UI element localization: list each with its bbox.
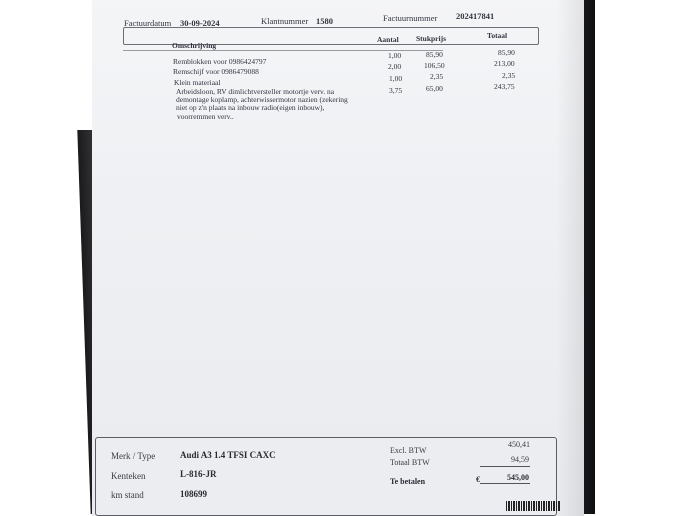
klantnummer-value: 1580: [316, 16, 333, 26]
col-stukprijs: Stukprijs: [416, 34, 447, 43]
col-aantal: Aantal: [377, 35, 399, 44]
totals-underline: [480, 483, 530, 484]
te-betalen-label: Te betalen: [390, 477, 426, 486]
row-stukprijs: 65,00: [426, 84, 443, 93]
row-stukprijs: 106,50: [424, 61, 445, 70]
excl-btw-value: 450,41: [508, 440, 530, 449]
row-description: Remblokken voor 0986424797: [173, 57, 267, 66]
kenteken-label: Kenteken: [111, 471, 146, 481]
km-stand-value: 108699: [180, 489, 207, 499]
col-totaal: Totaal: [487, 31, 508, 40]
row-aantal: 1,00: [389, 74, 403, 83]
row-totaal: 243,75: [494, 82, 515, 91]
barcode-strip: [506, 501, 561, 511]
factuurdatum-value: 30-09-2024: [180, 18, 220, 28]
totaal-btw-value: 94,59: [511, 455, 529, 464]
kenteken-value: L-816-JR: [180, 469, 217, 479]
merk-type-label: Merk / Type: [111, 451, 156, 461]
col-omschrijving: Omschrijving: [172, 41, 217, 50]
row-stukprijs: 2,35: [430, 72, 444, 81]
klantnummer-label: Klantnummer: [261, 16, 309, 26]
row-totaal: 85,90: [498, 48, 515, 57]
row-description-line-2: demontage koplamp, achterwissermotor nazien (zekering: [176, 95, 348, 104]
row-totaal: 2,35: [502, 71, 516, 80]
row-description-line-4: voorremmen verv..: [177, 112, 234, 121]
row-description: Klein materiaal: [174, 78, 221, 87]
merk-type-value: Audi A3 1.4 TFSI CAXC: [180, 450, 276, 460]
row-totaal: 213,00: [494, 59, 515, 68]
km-stand-label: km stand: [111, 490, 144, 500]
excl-btw-label: Excl. BTW: [390, 446, 427, 455]
totaal-btw-label: Totaal BTW: [390, 458, 430, 467]
row-aantal: 3,75: [389, 86, 403, 95]
row-description-line-3: niet op z'n plaats na inbouw radio(eigen inbouw),: [176, 103, 325, 112]
factuurdatum-label: Factuurdatum: [124, 18, 172, 28]
factuurnummer-label: Factuurnummer: [383, 13, 438, 23]
row-description: Remschijf voor 0986479088: [173, 67, 259, 76]
footer-box: [95, 437, 557, 516]
row-description-line-1: Arbeidsloon, RV dimlichtversteller motortje verv. na: [176, 87, 335, 96]
currency-symbol: €: [476, 475, 480, 484]
te-betalen-value: 545,00: [507, 473, 529, 482]
row-aantal: 1,00: [388, 51, 402, 60]
row-stukprijs: 85,90: [426, 50, 443, 59]
factuurnummer-value: 202417841: [456, 11, 495, 21]
row-aantal: 2,00: [388, 62, 402, 71]
totals-divider: [480, 466, 530, 467]
